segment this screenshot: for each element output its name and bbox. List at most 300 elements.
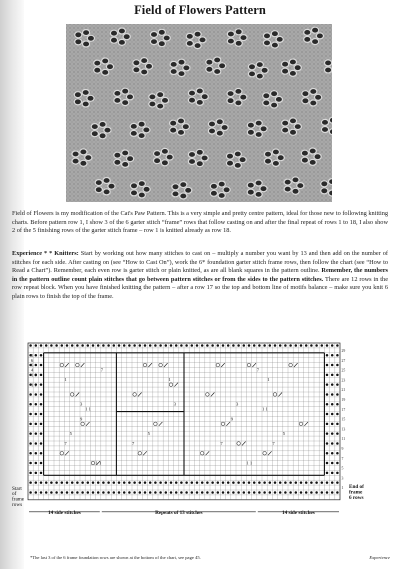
garter-dot [29,462,32,465]
garter-dot [97,481,100,484]
garter-dot [40,472,43,475]
lace-hole [186,40,193,46]
chart-row-number: 7 [341,456,344,461]
garter-dot [222,344,225,347]
lace-hole [194,31,201,37]
lace-hole [95,180,102,186]
chart-row-number: 19 [341,398,346,402]
garter-dot [201,344,204,347]
lace-hole [170,127,177,133]
lace-hole [138,133,145,139]
garter-dot [269,344,272,347]
garter-dot [206,344,209,347]
garter-dot [217,344,220,347]
garter-dot [274,344,277,347]
garter-dot [165,344,168,347]
garter-dot [40,383,43,386]
lace-hole [149,101,156,107]
chart-row-number: 21 [341,388,346,393]
lace-hole [219,63,226,69]
lace-hole [102,58,109,64]
lace-hole [103,178,110,184]
garter-dot [165,481,168,484]
lace-hole [206,59,213,65]
lace-hole [75,32,82,38]
garter-dot [180,344,183,347]
garter-dot [310,344,313,347]
garter-dot [258,344,261,347]
garter-dot [92,481,95,484]
lace-hole [260,186,267,192]
lace-hole [133,60,140,66]
lace-hole [314,154,321,160]
lace-hole [226,160,233,166]
garter-dot [175,344,178,347]
lace-hole [188,152,195,158]
lace-hole [263,40,270,46]
garter-dot [191,344,194,347]
garter-dot [336,413,339,416]
garter-dot [55,491,58,494]
lace-hole [284,179,291,185]
garter-dot [40,462,43,465]
garter-dot [331,481,334,484]
chart-cell-number: 3 [236,401,239,407]
lace-hole [255,180,262,186]
page-label: Experience [369,555,390,560]
garter-dot [102,481,105,484]
lace-hole [196,161,203,167]
garter-dot [284,344,287,347]
lace-hole [114,97,121,103]
chart-side-count: 6 [31,362,34,368]
lace-hole [301,150,308,156]
lace-hole [234,162,241,168]
garter-dot [321,344,324,347]
garter-dot [35,344,38,347]
lace-hole [201,94,208,100]
lace-hole [114,90,121,96]
lace-hole [329,117,332,123]
garter-dot [289,491,292,494]
lace-hole [196,149,203,155]
lace-hole [154,151,161,157]
lace-hole [123,34,130,40]
garter-dot [45,344,48,347]
garter-dot [35,364,38,367]
garter-dot [326,403,329,406]
garter-dot [128,481,131,484]
lace-hole [182,124,189,130]
lace-hole [216,130,223,136]
lace-hole [72,151,79,157]
garter-dot [196,344,199,347]
lace-hole [263,100,270,106]
garter-dot [326,472,329,475]
lace-hole [294,65,301,71]
lace-hole [289,59,296,65]
garter-dot [35,452,38,455]
intro-paragraph: Field of Flowers is my modification of the Cat's Paw Pattern. This is a very simple and pretty centre pattern, ideal for those new to following knitting charts. Before pattern row 1, I show 3 of the 6 garter stitch “frame” rows that follow casting on and after the final repeat of rows 1 to 18, I also show 2 of the 5 finishing rows of the garter stitch frame – row 1 is knitted already as row 18. [12,210,388,235]
chart-row-number: 17 [341,407,346,412]
garter-dot [310,491,313,494]
lace-hole [87,95,94,101]
lace-hole [276,36,283,42]
lace-hole [312,39,319,45]
knitted-swatch-photo [66,24,332,202]
lace-hole [235,100,242,106]
lace-hole [104,127,111,133]
lace-hole [289,70,296,76]
lace-hole [321,181,328,187]
garter-dot [274,491,277,494]
lace-hole [145,63,152,69]
garter-dot [71,491,74,494]
lace-hole [255,191,262,197]
lace-hole [126,94,133,100]
lace-hole [180,193,187,199]
chart-row-number: 15 [341,417,346,422]
chart-side-count: 4 [31,367,34,373]
garter-dot [326,374,329,377]
lace-hole [329,179,333,185]
garter-dot [29,442,32,445]
lace-hole [304,36,311,42]
garter-dot [144,344,147,347]
lace-hole [304,29,311,35]
garter-dot [185,481,188,484]
garter-dot [243,481,246,484]
lace-hole [143,186,150,192]
garter-dot [295,491,298,494]
lace-hole [186,33,193,39]
garter-dot [123,344,126,347]
garter-dot [336,462,339,465]
chart-row-number: 27 [341,358,346,363]
garter-dot [40,354,43,357]
garter-dot [35,354,38,357]
garter-dot [253,481,256,484]
garter-dot [321,491,324,494]
garter-dot [326,432,329,435]
garter-dot [35,472,38,475]
lace-hole [260,126,267,132]
lace-hole [294,124,301,130]
lace-hole [325,67,332,73]
garter-dot [222,491,225,494]
lace-hole [157,103,164,109]
lace-hole [210,190,217,196]
garter-dot [331,393,334,396]
lace-hole [255,120,262,126]
lace-hole [321,188,328,194]
garter-dot [331,452,334,455]
garter-dot [336,432,339,435]
garter-dot [300,344,303,347]
garter-dot [29,423,32,426]
garter-dot [211,344,214,347]
garter-dot [55,481,58,484]
garter-dot [61,481,64,484]
garter-dot [66,344,69,347]
lace-hole [263,93,270,99]
lace-hole [282,61,289,67]
lace-hole [102,69,109,75]
lace-hole [118,39,125,45]
lace-hole [150,32,157,38]
garter-dot [139,481,142,484]
garter-dot [300,481,303,484]
garter-dot [102,491,105,494]
garter-dot [29,413,32,416]
garter-dot [326,452,329,455]
garter-dot [331,354,334,357]
garter-dot [289,481,292,484]
garter-dot [40,481,43,484]
garter-dot [191,491,194,494]
lace-hole [143,127,150,133]
garter-dot [336,344,339,347]
garter-dot [123,481,126,484]
lace-hole [194,43,201,49]
lace-hole [141,69,148,75]
lace-hole [122,100,129,106]
lace-hole [185,187,192,193]
garter-dot [336,374,339,377]
chart-cell-number: 1 [168,377,171,383]
garter-dot [217,481,220,484]
chart-cell-number: 7 [100,367,104,373]
lace-hole [292,177,299,183]
garter-dot [227,481,230,484]
chart-row-number: 25 [341,368,346,373]
garter-dot [87,491,90,494]
garter-dot [107,481,110,484]
garter-dot [40,442,43,445]
lace-hole [297,183,304,189]
garter-dot [326,393,329,396]
lace-hole [247,129,254,135]
garter-dot [211,491,214,494]
lace-hole [275,96,282,102]
garter-dot [113,481,116,484]
garter-dot [35,491,38,494]
garter-dot [40,393,43,396]
lace-hole [240,94,247,100]
lace-hole [177,118,184,124]
lace-hole [178,59,185,65]
garter-dot [154,491,157,494]
garter-dot [326,462,329,465]
garter-dot [331,462,334,465]
garter-dot [92,344,95,347]
lace-hole [302,91,309,97]
garter-dot [237,491,240,494]
lace-hole [261,67,268,73]
garter-dot [35,413,38,416]
garter-dot [154,344,157,347]
lace-hole [130,123,137,129]
lace-hole [282,127,289,133]
garter-dot [315,481,318,484]
garter-dot [29,472,32,475]
lace-hole [99,121,106,127]
chart-row-number: 13 [341,427,346,432]
garter-dot [331,374,334,377]
chart-cell-number: 5 [282,431,286,437]
chart-cell-number: 1 1 [95,460,102,466]
lace-hole [247,189,254,195]
lace-hole [188,90,195,96]
lace-hole [80,160,87,166]
garter-dot [331,383,334,386]
lace-hole [271,31,278,37]
chart-row-number: 29 [341,349,346,353]
chart-cell-number: 7 [220,440,223,446]
garter-dot [76,344,79,347]
lace-hole [316,33,323,39]
lace-hole [106,64,113,70]
garter-dot [279,481,282,484]
chart-row-number: 3 [341,476,344,481]
garter-dot [305,491,308,494]
lace-hole [114,152,121,158]
lace-hole [157,92,164,98]
garter-dot [196,481,199,484]
lace-hole [177,129,184,135]
garter-dot [29,403,32,406]
lace-hole [188,159,195,165]
chart-row-number: 11 [341,437,346,442]
garter-dot [315,344,318,347]
lace-hole [271,42,278,48]
chart-cell-number: 9 [80,416,83,422]
garter-dot [201,491,204,494]
lace-hole [74,92,81,98]
lace-hole [208,128,215,134]
lace-hole [310,100,317,106]
garter-dot [50,344,53,347]
garter-dot [29,393,32,396]
garter-dot [331,491,334,494]
garter-dot [326,344,329,347]
garter-dot [81,481,84,484]
experience-paragraph [12,250,388,302]
lace-hole [172,184,179,190]
lace-hole [122,150,129,156]
garter-dot [336,403,339,406]
garter-dot [279,491,282,494]
lace-hole [247,122,254,128]
garter-dot [248,481,251,484]
chart-cell-number: 5 [147,431,150,437]
lace-hole [227,38,234,44]
garter-dot [222,481,225,484]
lace-hole [163,35,170,41]
garter-dot [66,481,69,484]
lace-hole [263,33,270,39]
garter-dot [331,413,334,416]
chart-cell-number: 7 [132,440,135,446]
lace-hole [170,61,177,67]
lace-hole [329,129,332,135]
experience-text-1: Start by working out how many stitches to cast on – multiply a number you want by 13 and then add on the number of stitches for each side. After casting on (see “How to Cast On”), work the 6* foundation garter stitch frame rows, then follow the chart (see “How to Read a Chart”). Remember, each even row is garter stitch or plain knitted, as are all blank squares in the pattern outline. [12,250,388,275]
lace-hole [122,88,129,94]
garter-dot [40,344,43,347]
garter-dot [87,344,90,347]
garter-dot [336,452,339,455]
garter-dot [211,481,214,484]
experience-text-2: There are 12 rows in the row repeat block. When you have finished knitting the pattern – after a row 17 so the top and bottom line of motifs balance – make sure you knit 6 plain rows to finish the top of the frame. [12,275,388,300]
garter-dot [165,491,168,494]
garter-dot [289,344,292,347]
lace-hole [227,98,234,104]
chart-row-number: 9 [341,447,344,451]
garter-dot [305,481,308,484]
garter-dot [269,481,272,484]
lace-hole [218,181,225,187]
garter-dot [232,481,235,484]
lace-hole [94,60,101,66]
garter-dot [336,491,339,494]
garter-dot [331,442,334,445]
garter-dot [139,344,142,347]
garter-dot [170,481,173,484]
garter-dot [315,491,318,494]
lace-hole [149,94,156,100]
garter-dot [40,403,43,406]
garter-dot [248,491,251,494]
lace-hole [196,99,203,105]
garter-dot [237,481,240,484]
lace-hole [114,159,121,165]
garter-dot [300,491,303,494]
lace-hole [138,181,145,187]
lace-hole [206,66,213,72]
garter-dot [81,491,84,494]
garter-dot [128,491,131,494]
garter-dot [331,423,334,426]
lace-hole [302,98,309,104]
garter-dot [279,344,282,347]
lace-hole [141,58,148,64]
lace-hole [118,28,125,34]
garter-dot [29,344,32,347]
garter-dot [87,481,90,484]
lace-hole [172,191,179,197]
garter-dot [336,364,339,367]
garter-dot [258,481,261,484]
lace-hole [108,183,115,189]
garter-dot [97,491,100,494]
garter-dot [149,491,152,494]
chart-row-number: 23 [341,378,346,383]
lace-hole [72,158,79,164]
garter-dot [107,491,110,494]
chart-cell-number: 3 [173,401,176,407]
lace-hole [178,71,185,77]
lace-hole [130,130,137,136]
garter-dot [159,344,162,347]
garter-dot [149,344,152,347]
bottom-right-label: 14 side stitches [281,509,315,516]
garter-dot [128,344,131,347]
garter-dot [336,481,339,484]
garter-dot [248,344,251,347]
lace-hole [166,154,173,160]
garter-dot [336,442,339,445]
garter-dot [35,423,38,426]
